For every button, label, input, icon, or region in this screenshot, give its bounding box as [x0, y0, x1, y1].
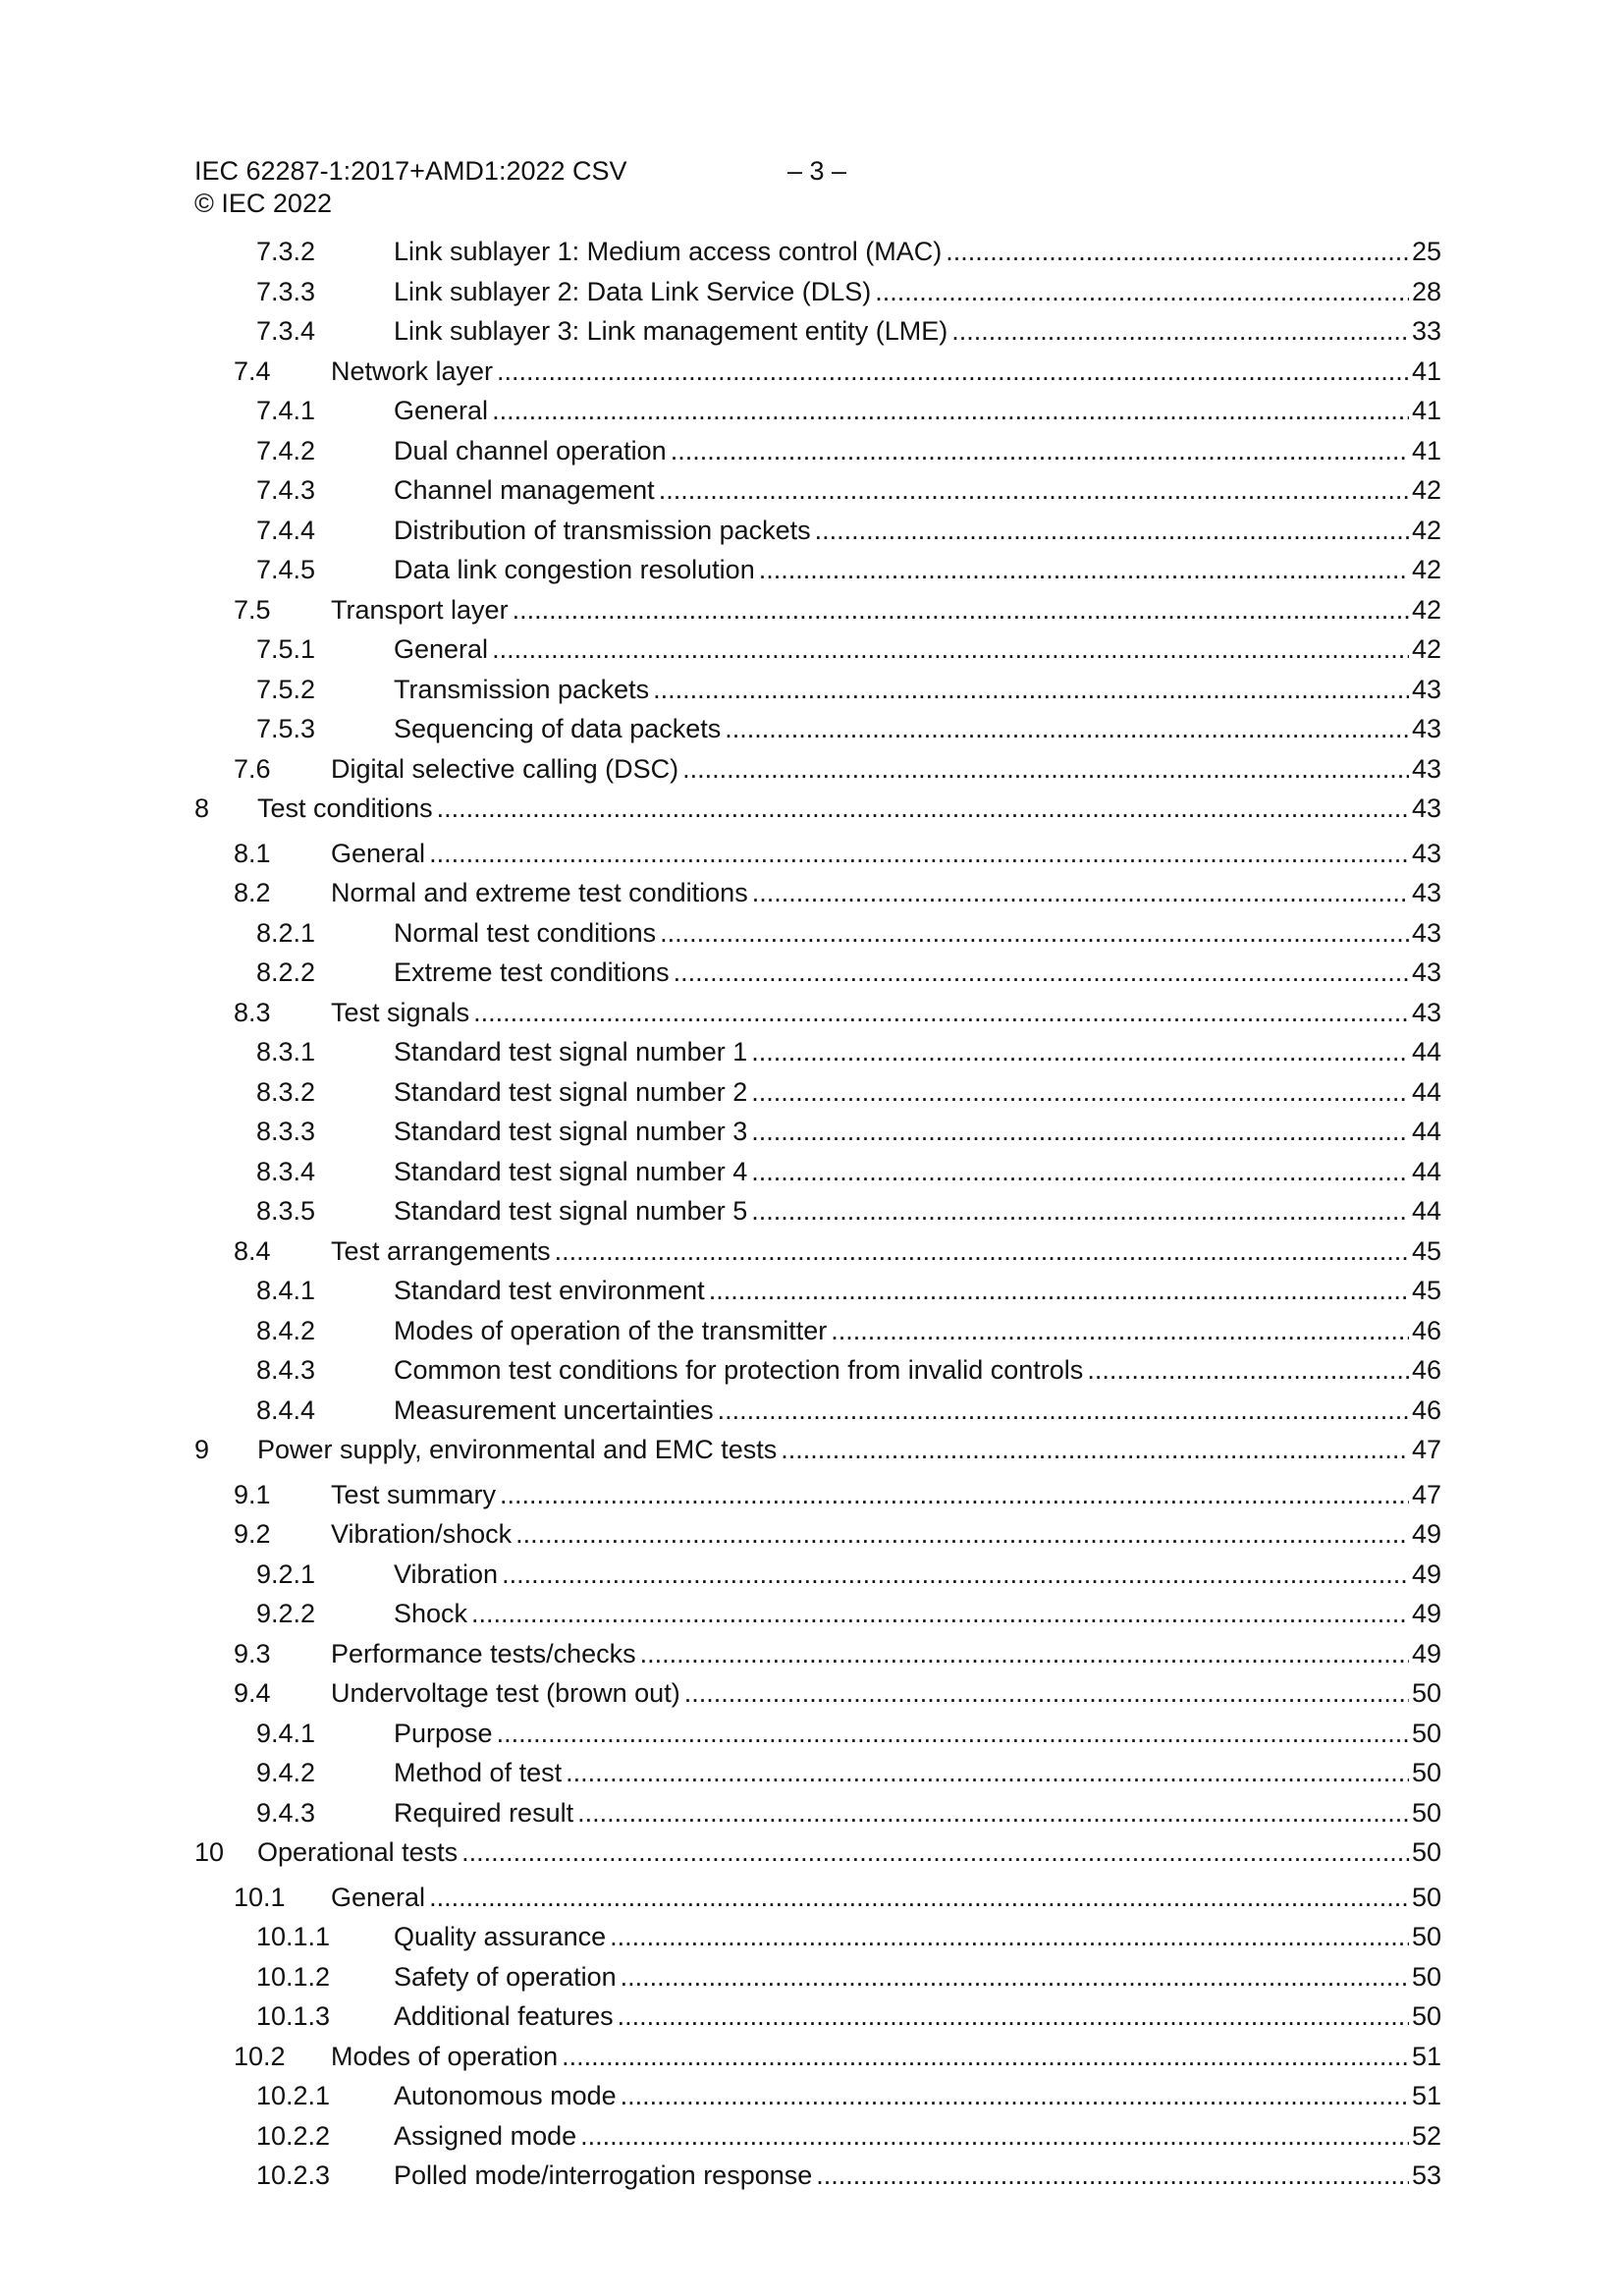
toc-entry[interactable]: [194, 311, 1441, 351]
toc-entry[interactable]: [194, 1191, 1441, 1230]
dot-leader: [500, 1475, 1409, 1514]
toc-entry-leader: [331, 1673, 1441, 1713]
dot-leader: [621, 1957, 1409, 1996]
toc-entry-title: Normal and extreme test conditions: [331, 878, 748, 907]
dot-leader: [502, 1555, 1409, 1594]
toc-entry-title: Transport layer: [331, 594, 509, 625]
toc-entry[interactable]: [194, 1475, 1441, 1514]
toc-entry[interactable]: [194, 272, 1441, 311]
toc-entry[interactable]: [194, 709, 1441, 748]
dot-leader: [946, 232, 1409, 271]
toc-entry-title: Required result: [394, 1797, 574, 1828]
toc-entry-page: 43: [1411, 674, 1441, 704]
toc-entry-title: Common test conditions for protection from invalid controls: [394, 1355, 1084, 1385]
toc-entry-number: 8.2.1: [256, 917, 316, 948]
dot-leader: [660, 913, 1409, 953]
toc-entry-title: Polled mode/interrogation response: [394, 2160, 813, 2190]
toc-entry-number: 9.3: [234, 1638, 271, 1668]
dot-leader: [429, 834, 1409, 873]
toc-entry-title: Modes of operation of the transmitter: [394, 1315, 828, 1345]
toc-entry-number: 7.4.2: [256, 435, 316, 465]
toc-entry[interactable]: [194, 1673, 1441, 1713]
dot-leader: [781, 1430, 1409, 1469]
dot-leader: [752, 873, 1409, 912]
page-header: [194, 155, 846, 220]
toc-entry-number: 8.2: [234, 878, 271, 907]
toc-entry-number: 8.2.2: [256, 957, 316, 987]
toc-entry-leader: [394, 2076, 1441, 2115]
toc-entry-title: Power supply, environmental and EMC tests: [257, 1435, 778, 1464]
dot-leader: [831, 1311, 1409, 1350]
toc-entry-number: 8.1: [234, 838, 271, 868]
toc-entry-leader: [394, 1191, 1441, 1230]
toc-entry-number: 7.4: [234, 355, 271, 386]
toc-entry-number: 7.4.4: [256, 515, 316, 545]
dot-leader: [515, 1514, 1409, 1554]
toc-entry[interactable]: [194, 1832, 1441, 1872]
dot-leader: [751, 1032, 1409, 1071]
toc-entry-leader: [394, 311, 1441, 351]
toc-entry-page: 50: [1411, 1678, 1441, 1708]
toc-entry-page: 50: [1411, 1961, 1441, 1992]
toc-entry-leader: [394, 1714, 1441, 1753]
dot-leader: [577, 1793, 1409, 1832]
toc-entry-page: 49: [1411, 1638, 1441, 1668]
toc-entry-number: 7.3.3: [256, 276, 316, 306]
toc-entry-title: Extreme test conditions: [394, 957, 670, 987]
toc-entry-title: General: [331, 838, 426, 868]
toc-entry-page: 47: [1411, 1435, 1441, 1464]
toc-entry-title: Modes of operation: [331, 2041, 559, 2071]
toc-entry-title: Vibration/shock: [331, 1519, 513, 1549]
toc-entry-title: General: [394, 634, 489, 664]
toc-entry-page: 28: [1411, 276, 1441, 306]
toc-entry-title: Autonomous mode: [394, 2081, 617, 2110]
toc-entry-page: 44: [1411, 1117, 1441, 1146]
toc-entry-page: 42: [1411, 555, 1441, 584]
dot-leader: [513, 590, 1409, 629]
toc-entry[interactable]: [194, 1957, 1441, 1996]
dot-leader: [659, 470, 1409, 510]
toc-entry-page: 50: [1411, 1797, 1441, 1828]
toc-entry-title: Data link congestion resolution: [394, 555, 755, 584]
toc-entry-number: 8.4.2: [256, 1315, 316, 1345]
toc-entry[interactable]: [194, 1112, 1441, 1151]
toc-entry[interactable]: [194, 834, 1441, 873]
toc-entry-leader: [331, 1514, 1441, 1554]
toc-entry-number: 8.4.3: [256, 1355, 316, 1385]
toc-entry-title: Standard test signal number 3: [394, 1117, 748, 1146]
toc-entry[interactable]: [194, 670, 1441, 709]
toc-entry-leader: [331, 1475, 1441, 1514]
dot-leader: [492, 391, 1409, 430]
toc-entry[interactable]: [194, 1555, 1441, 1594]
toc-entry-number: 10.1: [234, 1882, 286, 1912]
toc-entry-page: 42: [1411, 515, 1441, 545]
dot-leader: [751, 1072, 1409, 1112]
toc-entry[interactable]: [194, 993, 1441, 1032]
dot-leader: [640, 1634, 1409, 1673]
page-number: – 3 –: [787, 156, 847, 186]
toc-entry-title: Quality assurance: [394, 1922, 607, 1951]
toc-entry-page: 51: [1411, 2041, 1441, 2071]
toc-entry-number: 8.3.1: [256, 1037, 316, 1066]
toc-entry-title: Shock: [394, 1599, 468, 1628]
toc-entry-title: Standard test signal number 2: [394, 1076, 748, 1107]
toc-entry-number: 8.3.3: [256, 1117, 316, 1146]
toc-entry-page: 52: [1411, 2120, 1441, 2151]
dot-leader: [621, 2076, 1409, 2115]
toc-entry-title: Dual channel operation: [394, 435, 667, 465]
toc-entry-leader: [394, 2116, 1441, 2156]
toc-entry-page: 49: [1411, 1558, 1441, 1589]
toc-entry-page: 25: [1411, 237, 1441, 266]
toc-entry-leader: [394, 1152, 1441, 1191]
toc-entry-number: 7.6: [234, 753, 271, 784]
dot-leader: [471, 1594, 1409, 1633]
toc-entry-number: 10.2.2: [256, 2120, 331, 2151]
toc-entry-leader: [394, 232, 1441, 271]
toc-entry-leader: [331, 873, 1441, 912]
toc-entry-number: 7.5.2: [256, 674, 316, 704]
toc-entry-leader: [394, 1032, 1441, 1071]
dot-leader: [709, 1271, 1409, 1310]
toc-entry[interactable]: [194, 1793, 1441, 1832]
toc-entry-number: 9: [194, 1435, 210, 1464]
toc-entry-number: 9.1: [234, 1479, 271, 1509]
toc-entry[interactable]: [194, 953, 1441, 992]
toc-entry[interactable]: [194, 1152, 1441, 1191]
toc-entry-number: 7.4.5: [256, 555, 316, 584]
toc-entry[interactable]: [194, 1231, 1441, 1271]
toc-entry-number: 9.4.2: [256, 1758, 316, 1787]
toc-entry-page: 43: [1411, 878, 1441, 907]
toc-entry-number: 9.4.1: [256, 1718, 316, 1748]
toc-entry[interactable]: [194, 873, 1441, 912]
toc-entry-number: 8.3.5: [256, 1196, 316, 1226]
toc-entry-page: 44: [1411, 1037, 1441, 1066]
toc-entry-page: 41: [1411, 396, 1441, 425]
toc-entry-page: 43: [1411, 793, 1441, 823]
dot-leader: [492, 629, 1409, 669]
dot-leader: [461, 1832, 1409, 1872]
toc-entry-number: 8.4.4: [256, 1394, 316, 1425]
toc-entry-leader: [394, 1271, 1441, 1310]
toc-entry[interactable]: [194, 749, 1441, 789]
toc-entry-page: 44: [1411, 1076, 1441, 1107]
toc-entry-title: General: [331, 1882, 426, 1912]
toc-entry-number: 7.4.3: [256, 475, 316, 505]
toc-entry[interactable]: [194, 2116, 1441, 2156]
toc-entry-number: 10.2.1: [256, 2081, 331, 2110]
dot-leader: [566, 1753, 1409, 1792]
dot-leader: [875, 272, 1409, 311]
dot-leader: [497, 1714, 1409, 1753]
toc-entry-number: 8.3.2: [256, 1076, 316, 1107]
toc-entry-number: 9.2.1: [256, 1558, 316, 1589]
toc-entry-leader: [394, 953, 1441, 992]
dot-leader: [562, 2037, 1409, 2076]
toc-entry-leader: [394, 1917, 1441, 1956]
toc-entry[interactable]: [194, 1634, 1441, 1673]
toc-entry-leader: [394, 1350, 1441, 1390]
toc-entry-page: 53: [1411, 2160, 1441, 2190]
toc-entry-leader: [394, 1391, 1441, 1430]
toc-entry[interactable]: [194, 1514, 1441, 1554]
toc-entry-leader: [257, 1430, 1441, 1469]
toc-entry[interactable]: [194, 1032, 1441, 1071]
dot-leader: [555, 1231, 1409, 1271]
toc-entry-number: 7.4.1: [256, 396, 316, 425]
toc-entry[interactable]: [194, 1714, 1441, 1753]
toc-entry-title: Test conditions: [257, 793, 433, 823]
toc-entry-title: Method of test: [394, 1758, 563, 1787]
toc-entry-number: 10.1.3: [256, 2001, 331, 2031]
toc-entry-title: Digital selective calling (DSC): [331, 753, 679, 784]
toc-entry-title: Test arrangements: [331, 1235, 551, 1266]
toc-entry-leader: [394, 1311, 1441, 1350]
toc-entry-page: 49: [1411, 1519, 1441, 1549]
toc-entry[interactable]: [194, 1996, 1441, 2036]
toc-entry-page: 45: [1411, 1235, 1441, 1266]
toc-entry-title: Transmission packets: [394, 674, 650, 704]
toc-entry-page: 43: [1411, 957, 1441, 987]
toc-entry-leader: [331, 993, 1441, 1032]
toc-entry-page: 41: [1411, 355, 1441, 386]
toc-entry-page: 50: [1411, 1922, 1441, 1951]
toc-entry-leader: [257, 789, 1441, 828]
toc-entry-number: 10: [194, 1837, 225, 1867]
toc-entry-page: 51: [1411, 2081, 1441, 2110]
toc-entry-title: Vibration: [394, 1558, 499, 1589]
toc-entry-number: 9.2: [234, 1519, 271, 1549]
toc-entry-title: Test signals: [331, 997, 470, 1027]
toc-entry-number: 8: [194, 793, 210, 823]
toc-entry[interactable]: [194, 590, 1441, 629]
toc-entry[interactable]: [194, 511, 1441, 550]
dot-leader: [497, 352, 1409, 391]
copyright: © IEC 2022: [194, 189, 332, 218]
dot-leader: [718, 1391, 1409, 1430]
toc-entry[interactable]: [194, 352, 1441, 391]
toc-entry-title: Sequencing of data packets: [394, 714, 722, 743]
toc-entry-leader: [394, 391, 1441, 430]
toc-entry-title: Distribution of transmission packets: [394, 515, 811, 545]
toc-entry-leader: [331, 2037, 1441, 2076]
toc-entry-title: Assigned mode: [394, 2120, 577, 2151]
toc-entry[interactable]: [194, 629, 1441, 669]
dot-leader: [751, 1152, 1409, 1191]
toc-entry-leader: [394, 2156, 1441, 2195]
dot-leader: [671, 431, 1409, 470]
dot-leader: [684, 1673, 1409, 1713]
toc-entry-leader: [331, 834, 1441, 873]
toc-entry-number: 10.1.1: [256, 1922, 331, 1951]
toc-entry-title: Performance tests/checks: [331, 1638, 636, 1668]
toc-entry-page: 50: [1411, 1718, 1441, 1748]
toc-entry-number: 7.5: [234, 594, 271, 625]
toc-entry-page: 43: [1411, 838, 1441, 868]
toc-entry-page: 44: [1411, 1156, 1441, 1186]
toc-entry-number: 8.4: [234, 1235, 271, 1266]
toc-entry-page: 33: [1411, 316, 1441, 346]
toc-entry[interactable]: [194, 550, 1441, 589]
toc-entry[interactable]: [194, 1430, 1441, 1469]
toc-entry-page: 46: [1411, 1315, 1441, 1345]
toc-entry-page: 42: [1411, 594, 1441, 625]
toc-entry[interactable]: [194, 1917, 1441, 1956]
toc-entry-page: 49: [1411, 1599, 1441, 1628]
toc-entry-leader: [394, 550, 1441, 589]
toc-entry-leader: [394, 1753, 1441, 1792]
toc-entry-number: 7.5.1: [256, 634, 316, 664]
toc-entry-number: 8.3: [234, 997, 271, 1027]
toc-entry-title: Safety of operation: [394, 1961, 617, 1992]
toc-entry-leader: [331, 749, 1441, 789]
toc-entry-leader: [394, 1072, 1441, 1112]
toc-entry-title: Link sublayer 3: Link management entity (LME): [394, 316, 948, 346]
toc-entry-leader: [394, 913, 1441, 953]
toc-entry[interactable]: [194, 1753, 1441, 1792]
toc-entry-title: Channel management: [394, 475, 655, 505]
dot-leader: [437, 789, 1409, 828]
dot-leader: [674, 953, 1409, 992]
toc-entry-page: 50: [1411, 1882, 1441, 1912]
toc-entry-leader: [331, 1231, 1441, 1271]
toc-entry[interactable]: [194, 2037, 1441, 2076]
toc-entry-leader: [331, 1878, 1441, 1917]
toc-entry[interactable]: [194, 1350, 1441, 1390]
toc-entry-number: 10.1.2: [256, 1961, 331, 1992]
toc-entry-leader: [394, 1594, 1441, 1633]
toc-entry-page: 46: [1411, 1394, 1441, 1425]
toc-entry-leader: [394, 709, 1441, 748]
toc-entry-page: 45: [1411, 1276, 1441, 1305]
toc-entry[interactable]: [194, 913, 1441, 953]
dot-leader: [815, 511, 1409, 550]
dot-leader: [473, 993, 1409, 1032]
toc-entry-title: Measurement uncertainties: [394, 1394, 714, 1425]
toc-entry-page: 50: [1411, 1758, 1441, 1787]
toc-entry-leader: [394, 670, 1441, 709]
dot-leader: [618, 1996, 1409, 2036]
toc-entry-page: 50: [1411, 1837, 1441, 1867]
dot-leader: [682, 749, 1409, 789]
dot-leader: [751, 1191, 1409, 1230]
toc-entry-leader: [394, 431, 1441, 470]
toc-entry[interactable]: [194, 789, 1441, 828]
toc-entry-leader: [331, 1634, 1441, 1673]
toc-entry-page: 42: [1411, 475, 1441, 505]
toc-entry-page: 41: [1411, 435, 1441, 465]
toc-entry-page: 43: [1411, 753, 1441, 784]
toc-entry-leader: [257, 1832, 1441, 1872]
dot-leader: [429, 1878, 1409, 1917]
toc-entry-page: 43: [1411, 917, 1441, 948]
toc-entry[interactable]: [194, 1072, 1441, 1112]
toc-entry-leader: [394, 1957, 1441, 1996]
toc-entry-leader: [331, 352, 1441, 391]
toc-entry[interactable]: [194, 391, 1441, 430]
dot-leader: [759, 550, 1409, 589]
toc-entry-title: Operational tests: [257, 1837, 459, 1867]
toc-entry-title: Standard test signal number 1: [394, 1037, 748, 1066]
toc-entry-page: 43: [1411, 997, 1441, 1027]
toc-entry-title: Link sublayer 2: Data Link Service (DLS): [394, 276, 872, 306]
toc-entry[interactable]: [194, 2156, 1441, 2195]
toc-entry-page: 44: [1411, 1196, 1441, 1226]
toc-entry-number: 9.2.2: [256, 1599, 316, 1628]
toc-entry-number: 10.2: [234, 2041, 286, 2071]
toc-entry-page: 43: [1411, 714, 1441, 743]
toc-entry-number: 10.2.3: [256, 2160, 331, 2190]
dot-leader: [580, 2116, 1409, 2156]
toc-entry-number: 8.3.4: [256, 1156, 316, 1186]
toc-entry-number: 9.4.3: [256, 1797, 316, 1828]
toc-entry[interactable]: [194, 1391, 1441, 1430]
toc-entry-title: Link sublayer 1: Medium access control (MAC): [394, 237, 943, 266]
toc-entry-leader: [394, 272, 1441, 311]
toc-entry-title: Additional features: [394, 2001, 614, 2031]
toc-entry-page: 47: [1411, 1479, 1441, 1509]
toc-entry[interactable]: [194, 1271, 1441, 1310]
toc-entry[interactable]: [194, 470, 1441, 510]
toc-entry-title: Standard test signal number 5: [394, 1196, 748, 1226]
toc-entry-title: Undervoltage test (brown out): [331, 1678, 680, 1708]
toc-entry-leader: [394, 470, 1441, 510]
toc-entry-number: 9.4: [234, 1678, 271, 1708]
toc-entry-page: 42: [1411, 634, 1441, 664]
toc-entry-title: Test summary: [331, 1479, 497, 1509]
standard-id: IEC 62287-1:2017+AMD1:2022 CSV: [194, 156, 627, 186]
toc-entry[interactable]: [194, 431, 1441, 470]
toc-entry-leader: [394, 1555, 1441, 1594]
toc-entry-leader: [394, 511, 1441, 550]
toc-entry-page: 50: [1411, 2001, 1441, 2031]
toc-entry-title: Network layer: [331, 355, 494, 386]
dot-leader: [1087, 1350, 1409, 1390]
toc-entry-number: 7.3.4: [256, 316, 316, 346]
toc-entry[interactable]: [194, 1878, 1441, 1917]
toc-entry-leader: [394, 1112, 1441, 1151]
toc-entry-title: General: [394, 396, 489, 425]
toc-entry[interactable]: [194, 1594, 1441, 1633]
toc-entry-number: 8.4.1: [256, 1276, 316, 1305]
dot-leader: [610, 1917, 1409, 1956]
toc-entry-title: Normal test conditions: [394, 917, 657, 948]
toc-entry-title: Purpose: [394, 1718, 493, 1748]
toc-entry[interactable]: [194, 2076, 1441, 2115]
toc-entry-title: Standard test environment: [394, 1276, 705, 1305]
toc-entry-page: 46: [1411, 1355, 1441, 1385]
dot-leader: [816, 2156, 1409, 2195]
toc-entry-title: Standard test signal number 4: [394, 1156, 748, 1186]
dot-leader: [653, 670, 1409, 709]
toc-entry-leader: [394, 1793, 1441, 1832]
dot-leader: [751, 1112, 1409, 1151]
toc-entry-number: 7.3.2: [256, 237, 316, 266]
toc-entry-leader: [331, 590, 1441, 629]
dot-leader: [725, 709, 1409, 748]
toc-entry-leader: [394, 629, 1441, 669]
toc-entry-number: 7.5.3: [256, 714, 316, 743]
toc-entry[interactable]: [194, 232, 1441, 271]
toc-entry[interactable]: [194, 1311, 1441, 1350]
dot-leader: [951, 311, 1409, 351]
toc-entry-leader: [394, 1996, 1441, 2036]
